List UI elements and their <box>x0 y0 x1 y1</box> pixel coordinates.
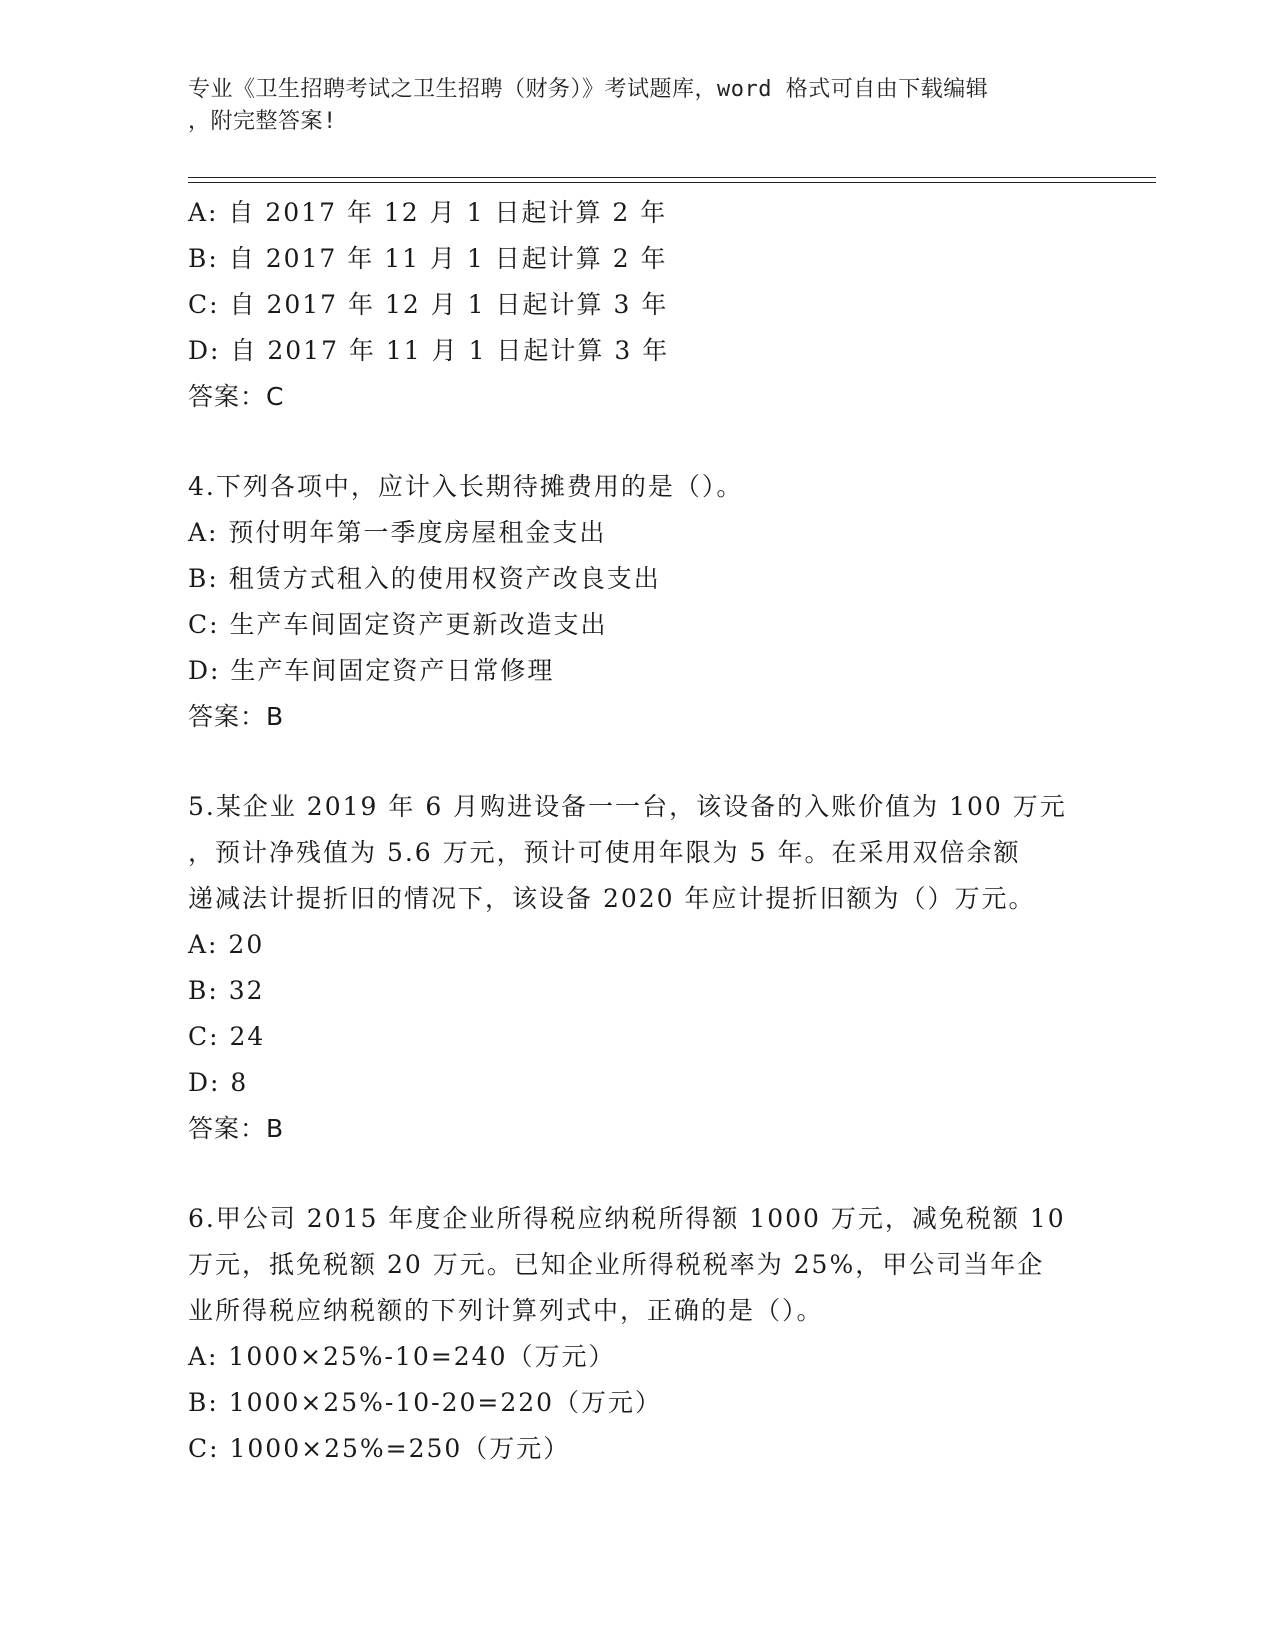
question-stem-line-3: 递减法计提折旧的情况下，该设备 2020 年应计提折旧额为（）万元。 <box>188 884 1036 913</box>
option-a: A: 1000×25%-10=240（万元） <box>188 1342 616 1371</box>
option-c: C: 24 <box>188 1022 266 1051</box>
option-b: B: 租赁方式租入的使用权资产改良支出 <box>188 564 661 593</box>
document-header <box>188 74 1068 138</box>
spacer <box>188 1152 1088 1196</box>
header-title-line-1: 专业《卫生招聘考试之卫生招聘（财务）》考试题库，word 格式可自由下载编辑 <box>188 77 989 102</box>
option-c: C: 生产车间固定资产更新改造支出 <box>188 610 608 639</box>
option-d: D: 自 2017 年 11 月 1 日起计算 3 年 <box>188 336 670 365</box>
option-a: A: 自 2017 年 12 月 1 日起计算 2 年 <box>188 198 668 227</box>
answer: 答案：C <box>188 382 285 411</box>
question-3 <box>188 190 1088 420</box>
question-stem-line-2: 万元，抵免税额 20 万元。已知企业所得税税率为 25%，甲公司当年企 <box>188 1250 1045 1279</box>
question-stem-line-2: ，预计净残值为 5.6 万元，预计可使用年限为 5 年。在采用双倍余额 <box>188 838 1021 867</box>
header-title-line-2: ，附完整答案! <box>188 109 337 134</box>
question-stem-line-1: 5.某企业 2019 年 6 月购进设备一一台，该设备的入账价值为 100 万元 <box>188 792 1067 821</box>
option-b: B: 自 2017 年 11 月 1 日起计算 2 年 <box>188 244 668 273</box>
question-4 <box>188 464 1088 740</box>
question-6 <box>188 1196 1088 1472</box>
option-b: B: 1000×25%-10-20=220（万元） <box>188 1388 663 1417</box>
option-b: B: 32 <box>188 976 265 1005</box>
question-stem-line-1: 6.甲公司 2015 年度企业所得税应纳税所得额 1000 万元，减免税额 10 <box>188 1204 1066 1233</box>
question-list <box>188 190 1088 1472</box>
header-divider-bottom <box>188 182 1156 183</box>
question-stem-line-3: 业所得税应纳税额的下列计算列式中，正确的是（）。 <box>188 1296 824 1325</box>
question-stem: 4.下列各项中，应计入长期待摊费用的是（）。 <box>188 472 744 501</box>
spacer <box>188 740 1088 784</box>
option-c: C: 1000×25%=250（万元） <box>188 1434 571 1463</box>
option-d: D: 8 <box>188 1068 249 1097</box>
option-c: C: 自 2017 年 12 月 1 日起计算 3 年 <box>188 290 669 319</box>
answer: 答案：B <box>188 702 285 731</box>
header-divider-top <box>188 177 1156 178</box>
option-d: D: 生产车间固定资产日常修理 <box>188 656 555 685</box>
spacer <box>188 420 1088 464</box>
option-a: A: 20 <box>188 930 265 959</box>
answer: 答案：B <box>188 1114 285 1143</box>
question-5 <box>188 784 1088 1152</box>
option-a: A: 预付明年第一季度房屋租金支出 <box>188 518 607 547</box>
